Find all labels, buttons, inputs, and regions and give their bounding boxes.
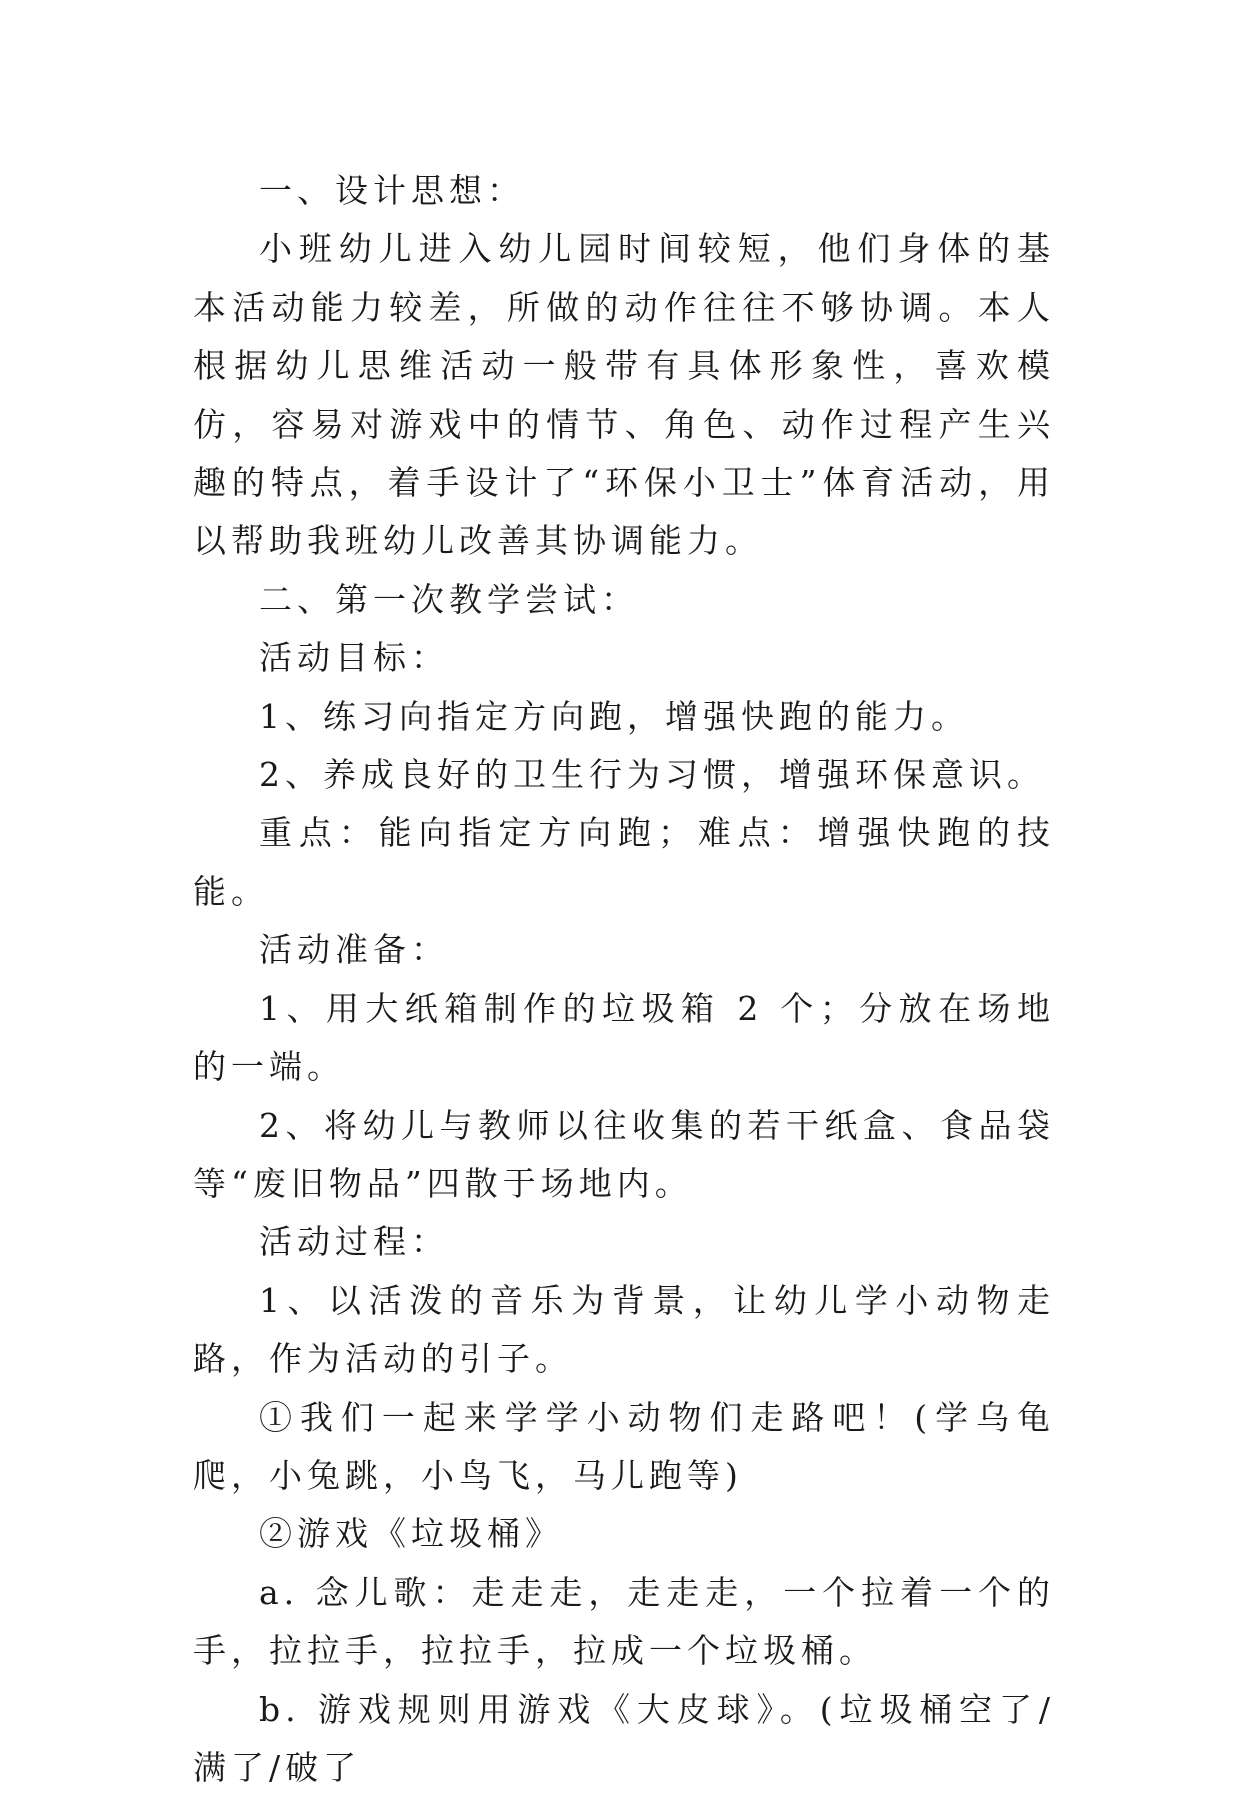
- preparation-item-1: 1、用大纸箱制作的垃圾箱 2 个；分放在场地的一端。: [193, 988, 1055, 1087]
- goal-item-2: 2、养成良好的卫生行为习惯，增强环保意识。: [259, 755, 1045, 795]
- paragraph-design-description: 小班幼儿进入幼儿园时间较短，他们身体的基本活动能力较差，所做的动作往往不够协调。本人根据幼儿思维活动一般带有具体形象性，喜欢模仿，容易对游戏中的情节、角色、动作过程产生兴趣的特点，着手设计了“环保小卫士”体育活动，用以帮助我班幼儿改善其协调能力。: [193, 229, 1055, 561]
- heading-activity-goals: 活动目标：: [259, 638, 449, 678]
- document-body: [193, 162, 1055, 1797]
- heading-activity-process: 活动过程：: [259, 1222, 449, 1262]
- process-step-1: 1、以活泼的音乐为背景，让幼儿学小动物走路，作为活动的引子。: [193, 1280, 1055, 1379]
- process-substep-2: ②游戏《垃圾桶》: [259, 1514, 563, 1554]
- preparation-item-2: 2、将幼儿与教师以往收集的若干纸盒、食品袋等“废旧物品”四散于场地内。: [193, 1105, 1055, 1203]
- process-substep-1: ①我们一起来学学小动物们走路吧！(学乌龟爬，小兔跳，小鸟飞，马儿跑等): [193, 1397, 1055, 1495]
- heading-first-attempt: 二、第一次教学尝试：: [259, 579, 639, 619]
- process-item-a: a. 念儿歌：走走走，走走走，一个拉着一个的手，拉拉手，拉拉手，拉成一个垃圾桶。: [193, 1572, 1055, 1671]
- key-points: 重点：能向指定方向跑；难点：增强快跑的技能。: [193, 813, 1055, 911]
- process-item-b: b. 游戏规则用游戏《大皮球》。(垃圾桶空了/满了/破了: [193, 1689, 1055, 1787]
- goal-item-1: 1、练习向指定方向跑，增强快跑的能力。: [259, 696, 969, 736]
- heading-design-idea: 一、设计思想：: [259, 171, 525, 210]
- heading-activity-preparation: 活动准备：: [259, 930, 449, 970]
